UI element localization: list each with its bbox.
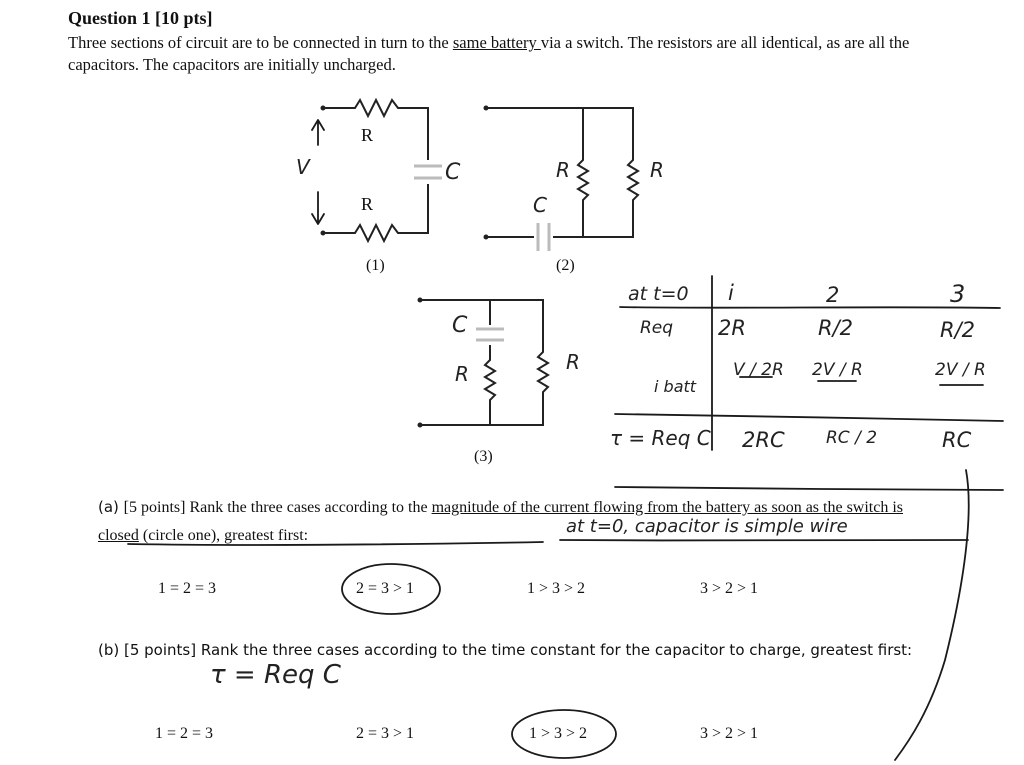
- circuit-3-number: (3): [474, 448, 493, 465]
- circuit-1-r-top: R: [361, 125, 374, 145]
- part-b-option-1[interactable]: 1 = 2 = 3: [155, 725, 214, 742]
- part-a-prefix: (a): [98, 498, 124, 516]
- table-ibatt-3: 2V / R: [935, 360, 986, 380]
- circuit-1-c-label: C: [445, 160, 461, 185]
- part-a-option-3[interactable]: 1 > 3 > 2: [527, 580, 586, 597]
- table-req-3: R/2: [940, 318, 976, 342]
- part-b-body: [5 points] Rank the three cases according to the time constant for the capacitor to charge, greatest first:: [124, 641, 913, 659]
- part-a-handwritten-note: at t=0, capacitor is simple wire: [566, 516, 848, 537]
- circuit-3-r-left: R: [455, 362, 469, 386]
- question-title: Question 1 [10 pts]: [68, 8, 213, 28]
- part-a-suffix: (circle one), greatest first:: [138, 527, 309, 544]
- part-a-points: [5 points] Rank the three cases according to the: [123, 499, 432, 516]
- table-ibatt-1: V / 2R: [733, 360, 784, 380]
- part-b-prefix: (b): [98, 641, 124, 659]
- part-b-option-2[interactable]: 2 = 3 > 1: [356, 725, 415, 742]
- circuit-1-v-label: V: [296, 155, 310, 179]
- intro-part-1: Three sections of circuit are to be connected in turn to the: [68, 33, 453, 52]
- table-req-2: R/2: [818, 316, 854, 340]
- part-a-option-4[interactable]: 3 > 2 > 1: [700, 580, 759, 597]
- circuit-2-c-label: C: [533, 193, 547, 217]
- part-a-option-1[interactable]: 1 = 2 = 3: [158, 580, 217, 597]
- table-req-1: 2R: [718, 316, 746, 340]
- part-b-handwritten-note: τ = Req C: [210, 660, 341, 690]
- table-tau-2: RC / 2: [826, 428, 878, 448]
- part-a-option-2[interactable]: 2 = 3 > 1: [356, 580, 415, 597]
- table-req-label: Req: [640, 318, 674, 338]
- part-b-option-4[interactable]: 3 > 2 > 1: [700, 725, 759, 742]
- part-b-option-3[interactable]: 1 > 3 > 2: [529, 725, 588, 742]
- circuit-1-r-bottom: R: [361, 194, 374, 214]
- table-ibatt-2: 2V / R: [812, 360, 863, 380]
- circuit-1-number: (1): [366, 257, 385, 274]
- circuit-3-c-label: C: [452, 313, 468, 338]
- table-tau-3: RC: [942, 428, 972, 452]
- table-tau-1: 2RC: [742, 428, 785, 452]
- table-col-1: i: [728, 281, 734, 305]
- circuit-1: [312, 100, 442, 241]
- circuit-2-r-left: R: [556, 158, 570, 182]
- table-tau-label: τ = Req C: [610, 426, 711, 450]
- circuit-2-r-right: R: [650, 158, 664, 182]
- intro-part-2: via a switch. The resistors are all identical, as are all the capacitors. The capacitors are initially uncharged.: [68, 33, 910, 74]
- table-col-3: 3: [950, 280, 966, 308]
- intro-underlined: same battery: [452, 33, 541, 52]
- table-row-header: at t=0: [628, 283, 689, 305]
- circuit-3: [418, 298, 549, 428]
- circuit-2-number: (2): [556, 257, 575, 274]
- circuit-3-r-right: R: [566, 350, 580, 374]
- table-col-2: 2: [826, 283, 840, 307]
- part-a-underlined: magnitude of the current flowing from the battery as soon as the switch is closed: [98, 499, 904, 544]
- table-ibatt-label: i batt: [654, 377, 697, 396]
